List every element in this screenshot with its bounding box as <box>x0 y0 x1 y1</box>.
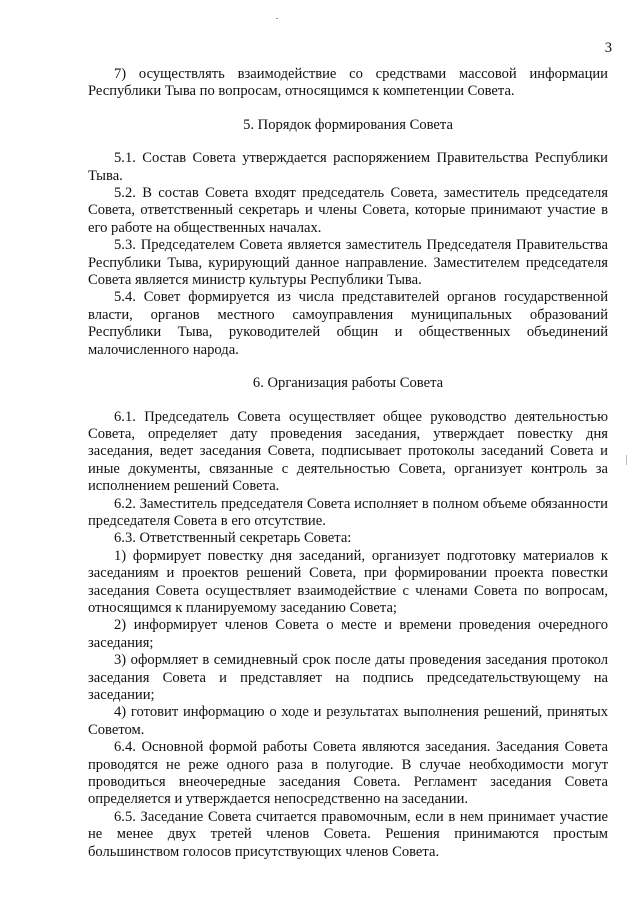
list-item-1: 1) формирует повестку дня заседаний, организует подготовку материалов к заседаниям и проектов решений Совета, при формировании проекта повестки заседания Совета осуществляет взаимодействие с членами Совета по вопросам, относящимся к планируемому заседанию Совета; <box>88 547 608 616</box>
list-item-3: 3) оформляет в семидневный срок после даты проведения заседания протокол заседания Совета и представляет на подпись председательствующему на заседании; <box>88 652 608 703</box>
scan-mark <box>626 455 627 465</box>
section-heading-5: 5. Порядок формирования Совета <box>243 116 453 133</box>
list-item-2: 2) информирует членов Совета о месте и времени проведения очередного заседания; <box>88 617 608 651</box>
document-body <box>88 66 608 861</box>
paragraph-6-3: 6.3. Ответственный секретарь Совета: <box>114 530 352 547</box>
paragraph-5-4: 5.4. Совет формируется из числа представителей органов государственной власти, органов местного самоуправления муниципальных образований Республики Тыва, руководителей общин и общественных объединений малочисленного народа. <box>88 289 608 358</box>
paragraph-5-1: 5.1. Состав Совета утверждается распоряжением Правительства Республики Тыва. <box>88 150 608 184</box>
paragraph-7: 7) осуществлять взаимодействие со средствами массовой информации Республики Тыва по вопросам, относящимся к компетенции Совета. <box>88 66 608 100</box>
section-heading-6: 6. Организация работы Совета <box>252 375 444 392</box>
list-item-4: 4) готовит информацию о ходе и результатах выполнения решений, принятых Советом. <box>88 704 608 738</box>
paragraph-5-3: 5.3. Председателем Совета является заместитель Председателя Правительства Республики Тыва, курирующий данное направление. Заместителем председателя Совета является министр культуры Республики Тыва. <box>88 237 608 289</box>
paragraph-6-2: 6.2. Заместитель председателя Совета исполняет в полном объеме обязанности председателя Совета в его отсутствие. <box>88 495 608 529</box>
page-number: 3 <box>604 40 612 56</box>
paragraph-6-4: 6.4. Основной формой работы Совета являются заседания. Заседания Совета проводятся не реже одного раза в полугодие. В случае необходимости могут проводиться внеочередные заседания Совета. Регламент заседания Совета определяется и утверждается непосредственно на заседании. <box>88 739 608 808</box>
paragraph-6-5: 6.5. Заседание Совета считается правомочным, если в нем принимает участие не менее двух третей членов Совета. Решения принимаются простым большинством голосов присутствующих членов Совета. <box>88 808 608 860</box>
paragraph-6-1: 6.1. Председатель Совета осуществляет общее руководство деятельностью Совета, определяет дату проведения заседания, утверждает повестку дня заседания, ведет заседания Совета, подписывает протоколы заседаний Совета и иные документы, связанные с деятельностью Совета, организует контроль за исполнением решений Совета. <box>88 408 608 495</box>
paragraph-5-2: 5.2. В состав Совета входят председатель Совета, заместитель председателя Совета, ответственный секретарь и члены Совета, которые принимают участие в его работе на общественных началах. <box>88 185 608 236</box>
scan-mark <box>276 18 278 19</box>
